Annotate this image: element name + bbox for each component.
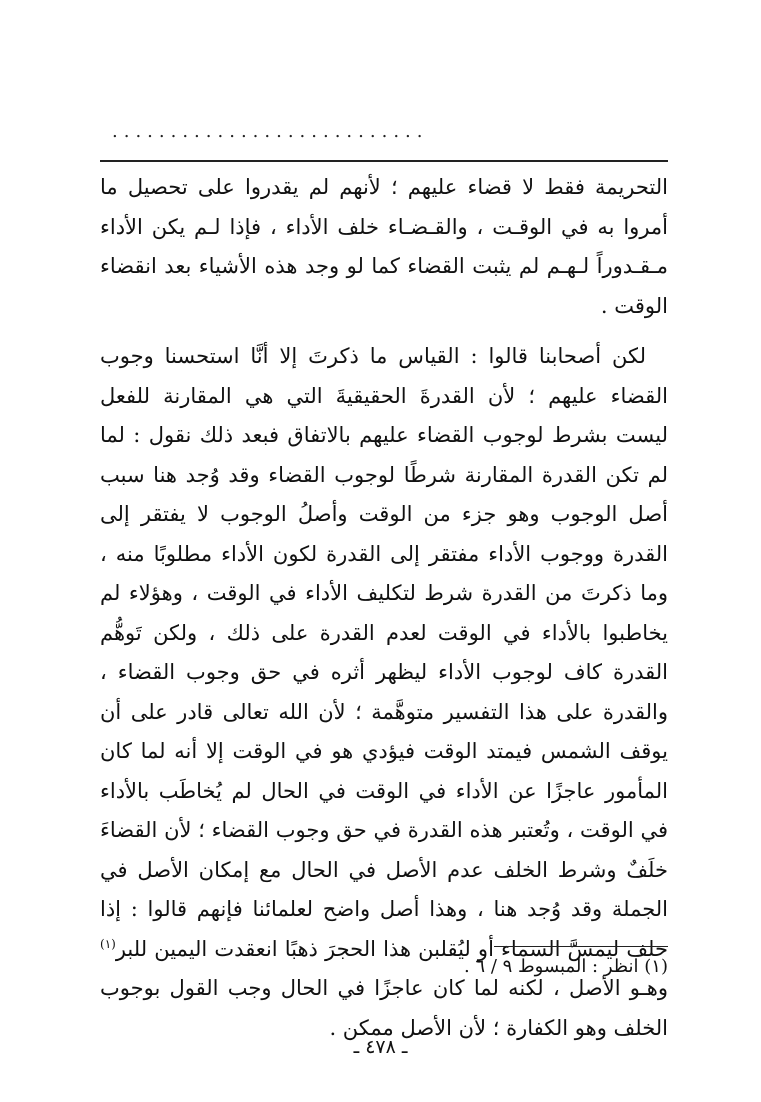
footnote: (١) انظر : المبسوط ٩ / ٦ . (463, 956, 668, 977)
header-dotted-line: ........................... (112, 122, 429, 142)
paragraph: التحريمة فقط لا قضاء عليهم ؛ لأنهم لم يقدروا على تحصيل ما أمروا به في الوقـت ، والقـضـاء خلف الأداء ، فإذا لـم يكن الأداء مـقـدوراً لـهـم لم يثبت القضاء كما لو وجد هذه الأشياء بعد انقضاء الوقت . (100, 175, 668, 318)
main-text (100, 168, 668, 1048)
page-number: ـ ٤٧٨ ـ (353, 1036, 408, 1058)
paragraph-text: لكن أصحابنا قالوا : القياس ما ذكرتَ إلا أنَّا استحسنا وجوب القضاء عليهم ؛ لأن القدرةَ الحقيقيةَ التي هي المقارنة للفعل ليست بشرط لوجوب القضاء عليهم بالاتفاق فبعد ذلك نقول : لما لم تكن القدرة المقارنة شرطًا لوجوب القضاء وقد وُجد هنا سبب أصل الوجوب وهو جزء من الوقت وأصلُ الوجوب لا يفتقر إلى القدرة ووجوب الأداء مفتقر إلى القدرة لكون الأداء مطلوبًا منه ، وما ذكرتَ من القدرة شرط لتكليف الأداء في الوقت ، وهؤلاء لم يخاطبوا بالأداء في الوقت لعدم القدرة على ذلك ، ولكن تَوهُّم القدرة كاف لوجوب الأداء ليظهر أثره في حق وجوب القضاء ، والقدرة على هذا التفسير متوهَّمة ؛ لأن الله تعالى قادر على أن يوقف الشمس فيمتد الوقت فيؤدي هو في الوقت إلا أنه لما كان المأمور عاجزًا عن الأداء في الوقت في الحال لم يُخاطَب بالأداء في الوقت ، وتُعتبر هذه القدرة في حق وجوب القضاء ؛ لأن القضاءَ خلَفٌ وشرط الخلف عدم الأصل في الحال مع إمكان الأصل في الجملة وقد وُجد هنا ، وهذا أصل واضح لعلمائنا فإنهم قالوا : إذا حلف ليمسَّ السماء أو ليُقلبن هذا الحجرَ ذهبًا انعقدت اليمين للبر (100, 344, 668, 961)
footnote-separator (494, 946, 668, 947)
footnote-reference: (١) (100, 936, 116, 951)
paragraph (100, 337, 668, 1048)
header-rule (100, 160, 668, 162)
paragraph-text: وهـو الأصل ، لكنه لما كان عاجزًا في الحال وجب القول بوجوب الخلف وهو الكفارة ؛ لأن الأصل ممكن . (100, 976, 668, 1040)
